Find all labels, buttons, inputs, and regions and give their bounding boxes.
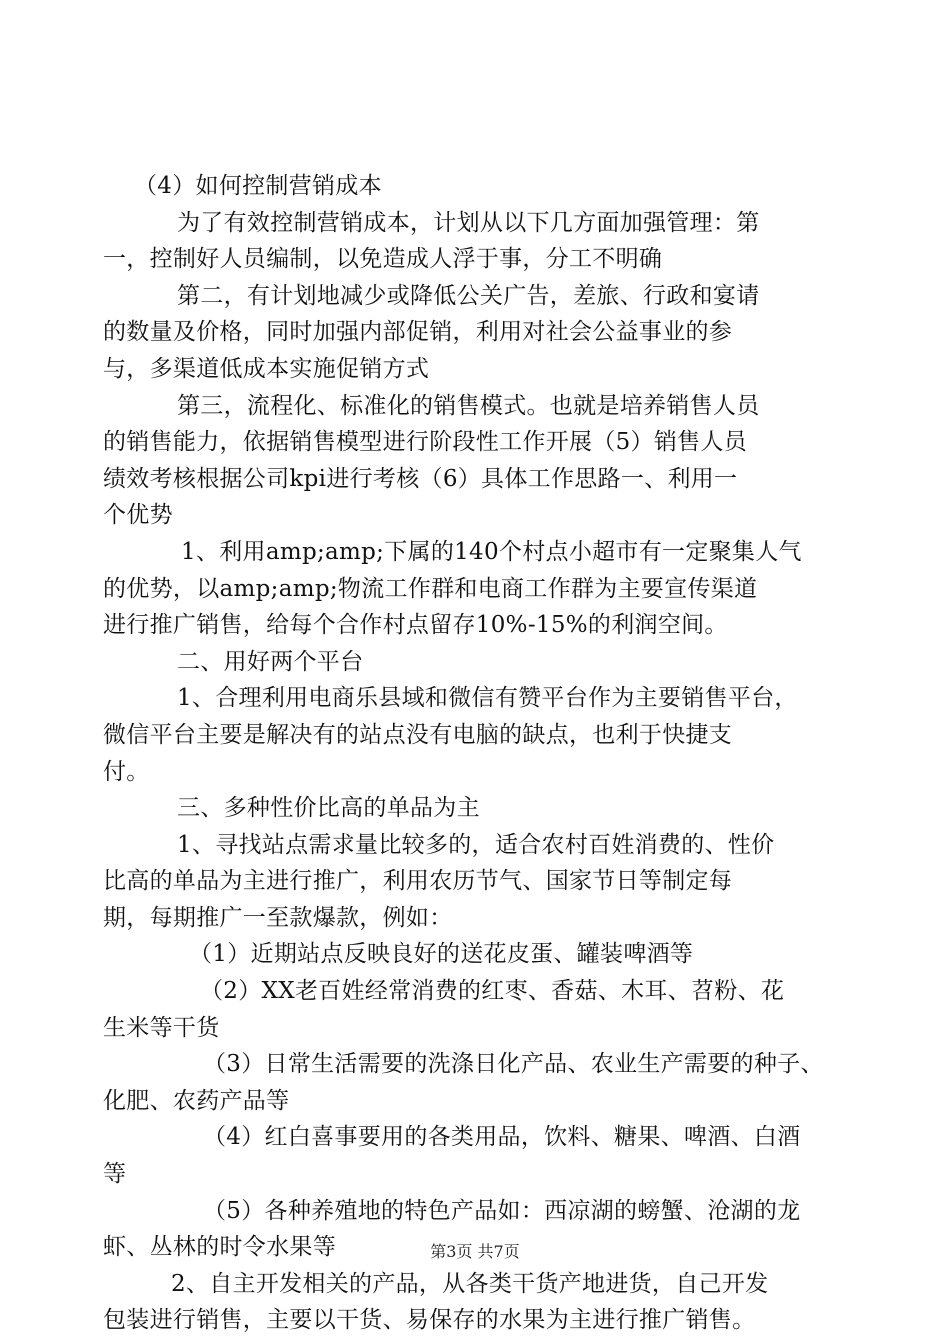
paragraph-line: 个优势 — [103, 502, 173, 529]
section-heading-cost-control: （4）如何控制营销成本 — [134, 173, 382, 199]
paragraph-line: 为了有效控制营销成本，计划从以下几方面加强管理：第 — [177, 209, 760, 236]
paragraph-line: 1、寻找站点需求量比较多的，适合农村百姓消费的、性价 — [177, 831, 775, 858]
paragraph-line: 的销售能力，依据销售模型进行阶段性工作开展（5）销售人员 — [103, 429, 748, 456]
list-item-continuation: 虾、丛林的时令水果等 — [103, 1234, 336, 1261]
list-item: （4）红白喜事要用的各类用品，饮料、糖果、啤酒、白酒 — [203, 1124, 801, 1151]
paragraph-line: 微信平台主要是解决有的站点没有电脑的缺点，也利于快捷支 — [103, 721, 733, 748]
paragraph-line: 与，多渠道低成本实施促销方式 — [103, 355, 430, 382]
paragraph-line: 付。 — [103, 758, 150, 785]
list-item-continuation: 等 — [103, 1161, 127, 1188]
paragraph-line: 期，每期推广一至款爆款，例如： — [103, 904, 453, 931]
paragraph-line: 的数量及价格，同时加强内部促销，利用对社会公益事业的参 — [103, 319, 733, 346]
page-number-footer: 第3页 共7页 — [430, 1242, 520, 1261]
list-item: （2）XX老百姓经常消费的红枣、香菇、木耳、苕粉、花 — [200, 978, 785, 1005]
list-item-continuation: 化肥、农药产品等 — [103, 1087, 290, 1114]
paragraph-line: 比高的单品为主进行推广，利用农历节气、国家节日等制定每 — [103, 868, 733, 895]
paragraph-line: 第二，有计划地减少或降低公关广告，差旅、行政和宴请 — [177, 282, 760, 309]
list-item: （1）近期站点反映良好的送花皮蛋、罐装啤酒等 — [189, 941, 694, 968]
list-item: （3）日常生活需要的洗涤日化产品、农业生产需要的种子、 — [203, 1051, 824, 1078]
paragraph-line: 的优势，以amp;amp;物流工作群和电商工作群为主要宣传渠道 — [103, 575, 758, 602]
section-heading-products: 三、多种性价比高的单品为主 — [177, 795, 480, 822]
paragraph-line: 第三，流程化、标准化的销售模式。也就是培养销售人员 — [177, 392, 760, 419]
paragraph-line: 进行推广销售，给每个合作村点留存10%-15%的利润空间。 — [103, 612, 728, 639]
paragraph-line: 绩效考核根据公司kpi进行考核（6）具体工作思路一、利用一 — [103, 465, 738, 492]
paragraph-line: 2、自主开发相关的产品，从各类干货产地进货，自己开发 — [171, 1270, 769, 1297]
list-item: （5）各种养殖地的特色产品如：西凉湖的螃蟹、沧湖的龙 — [203, 1197, 801, 1224]
document-body — [103, 168, 838, 1339]
paragraph-line: 一，控制好人员编制，以免造成人浮于事，分工不明确 — [103, 246, 663, 273]
section-heading-two-platforms: 二、用好两个平台 — [177, 648, 364, 675]
list-item-continuation: 生米等干货 — [103, 1014, 220, 1041]
paragraph-line: 包装进行销售，主要以干货、易保存的水果为主进行推广销售。 — [103, 1307, 756, 1334]
paragraph-line: 1、合理利用电商乐县域和微信有赞平台作为主要销售平台， — [177, 685, 798, 712]
paragraph-line: 1、利用amp;amp;下属的140个村点小超市有一定聚集人气 — [181, 538, 802, 565]
